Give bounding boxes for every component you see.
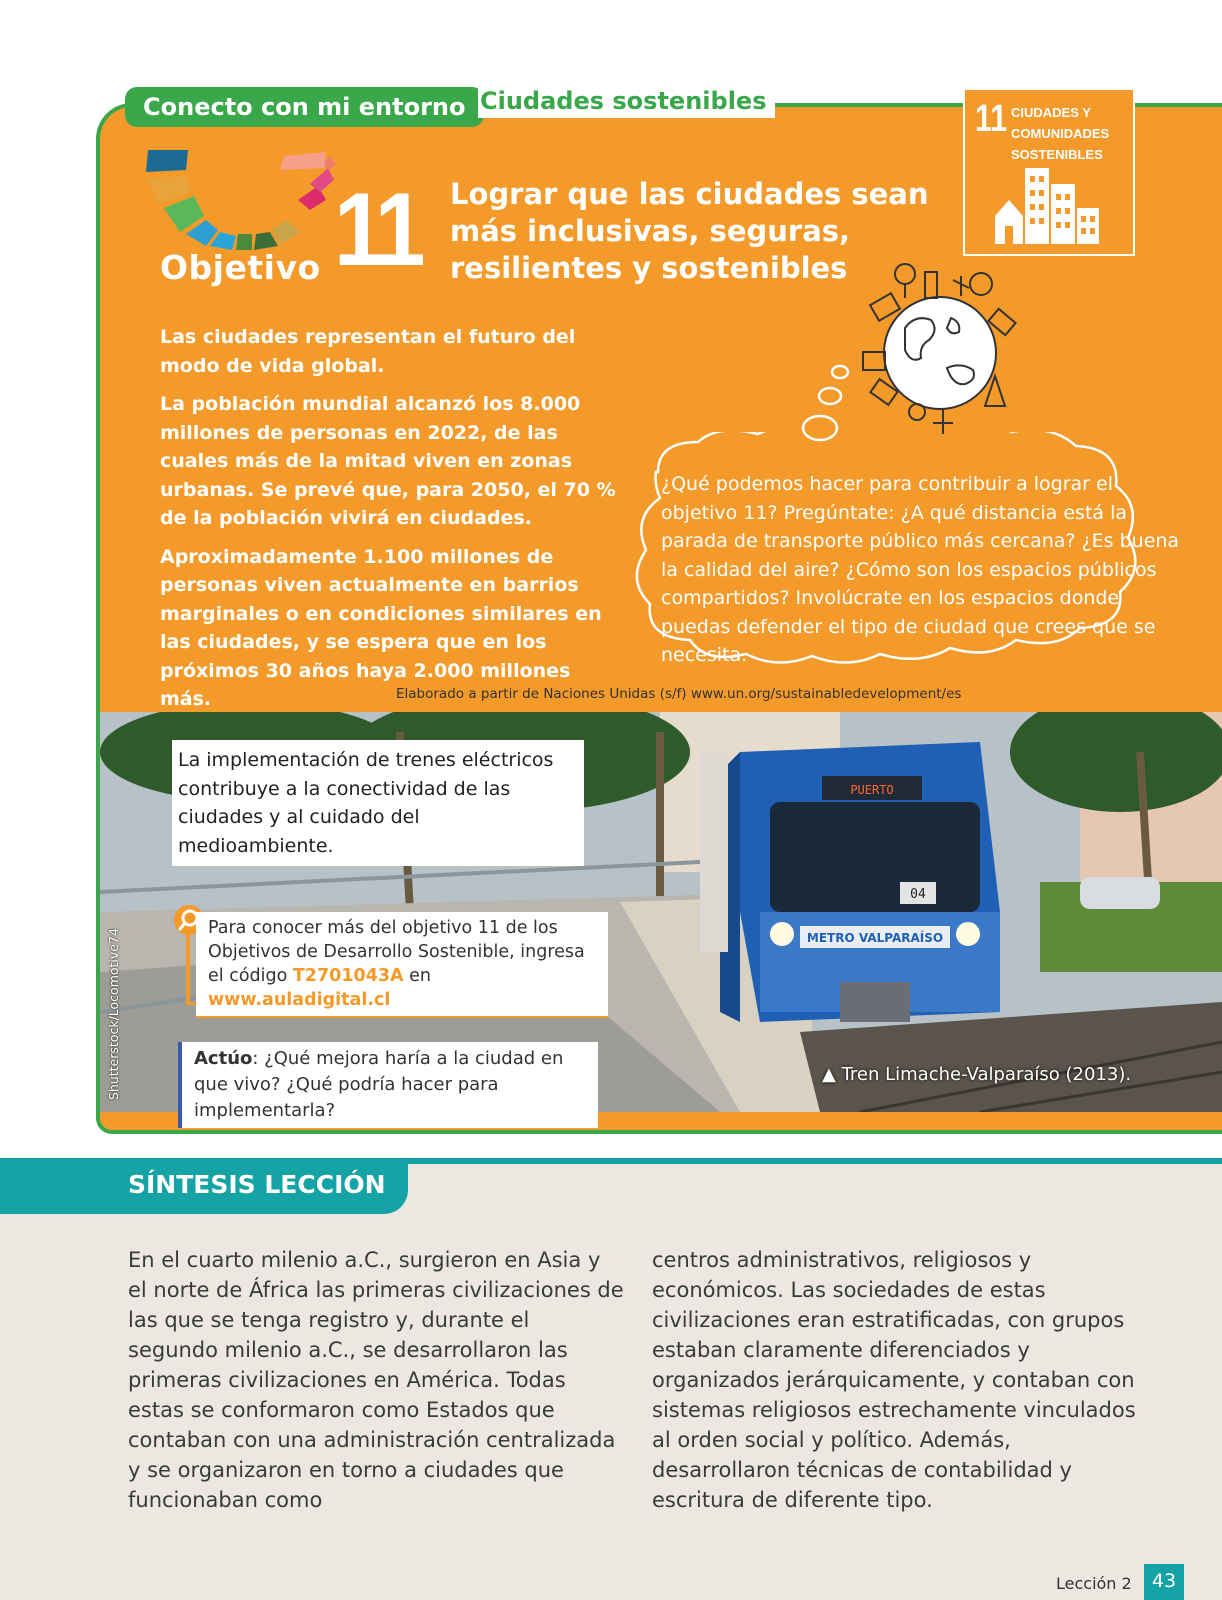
digital-link-box	[196, 912, 608, 1018]
synthesis-left-column: En el cuarto milenio a.C., surgieron en Asia y el norte de África las primeras civilizaciones de las que se tenga registro y, durante el segundo milenio a.C., se desarrollaron las primeras civilizaciones en América. Todas estas se conformaron como Estados que contaban con una administración centralizada y se organizaron en torno a ciudades que funcionaban como	[128, 1248, 624, 1512]
synthesis-title: SÍNTESIS LECCIÓN	[128, 1170, 386, 1199]
actuo-label: Actúo	[194, 1048, 253, 1069]
intro-paragraph: Aproximadamente 1.100 millones de personas viven actualmente en barrios marginales o en condiciones similares en las ciudades, y se espera que en los próximos 30 años haya 2.000 millones más.	[160, 545, 602, 710]
sdg-badge-label	[1011, 102, 1109, 165]
intro-paragraph: Las ciudades representan el futuro del modo de vida global.	[160, 326, 576, 377]
sdg-wheel-icon	[140, 140, 340, 250]
section-title: Ciudades sostenibles	[478, 84, 775, 118]
svg-text:04: 04	[910, 887, 926, 902]
sdg-11-badge	[963, 88, 1135, 256]
objective-number: 11	[334, 172, 421, 288]
cloud-text: ¿Qué podemos hacer para contribuir a lograr el objetivo 11? Pregúntate: ¿A qué distancia está la parada de transporte público más cercana? ¿Es buena la calidad del aire? ¿Cómo son los espacios públicos compartidos? Involúcrate en los espacios donde puedas defender el tipo de ciudad que crees que se necesita.	[661, 473, 1180, 666]
sdg-badge-line: SOSTENIBLES	[1011, 147, 1103, 162]
link-text: Para conocer más del objetivo 11 de los Objetivos de Desarrollo Sostenible, ingresa el código	[208, 918, 585, 986]
actuo-question: : ¿Qué mejora haría a la ciudad en que vivo? ¿Qué podría hacer para implementarla?	[194, 1048, 564, 1121]
section-tab: Conecto con mi entorno	[125, 87, 484, 127]
sdg-badge-number: 11	[975, 98, 1008, 140]
actuo-box	[178, 1042, 598, 1128]
objective-title: Lograr que las ciudades sean más inclusivas, seguras, resilientes y sostenibles	[450, 177, 929, 285]
auladigital-link[interactable]: www.auladigital.cl	[208, 990, 391, 1010]
intro-paragraph: La población mundial alcanzó los 8.000 millones de personas en 2022, de las cuales más de la mitad viven en zonas urbanas. Se prevé que, para 2050, el 70 % de la población vivirá en ciudades.	[160, 393, 616, 529]
photo-caption-box: La implementación de trenes eléctricos contribuye a la conectividad de las ciudades y al cuidado del medioambiente.	[172, 740, 584, 866]
photo-credit: Shutterstock/Locomotive74	[106, 928, 121, 1100]
objective-word: Objetivo	[160, 248, 321, 287]
link-text: en	[403, 966, 432, 986]
intro-text	[160, 323, 620, 724]
photo-caption: ▲ Tren Limache-Valparaíso (2013).	[822, 1064, 1132, 1085]
lesson-label: Lección 2	[1056, 1574, 1132, 1593]
svg-text:PUERTO: PUERTO	[850, 783, 894, 797]
train-logo: METRO VALPARAÍSO	[806, 931, 944, 945]
page-number: 43	[1144, 1564, 1184, 1600]
globe-city-icon	[855, 258, 1025, 438]
sdg-badge-line: CIUDADES Y	[1011, 105, 1091, 120]
access-code: T2701043A	[292, 966, 404, 986]
synthesis-right-column: centros administrativos, religiosos y económicos. Las sociedades de estas civilizaciones eran estratificadas, con grupos estaban claramente diferenciados y organizados jerárquicamente, y contaban con sistemas religiosos estrechamente vinculados al orden social y político. Además, desarrollaron técnicas de contabilidad y escritura de diferente tipo.	[652, 1248, 1136, 1512]
sdg-badge-line: COMUNIDADES	[1011, 126, 1110, 141]
source-note: Elaborado a partir de Naciones Unidas (s/f) www.un.org/sustainabledevelopment/es	[396, 686, 962, 702]
city-icon	[995, 166, 1105, 246]
link-connector	[186, 930, 190, 1005]
